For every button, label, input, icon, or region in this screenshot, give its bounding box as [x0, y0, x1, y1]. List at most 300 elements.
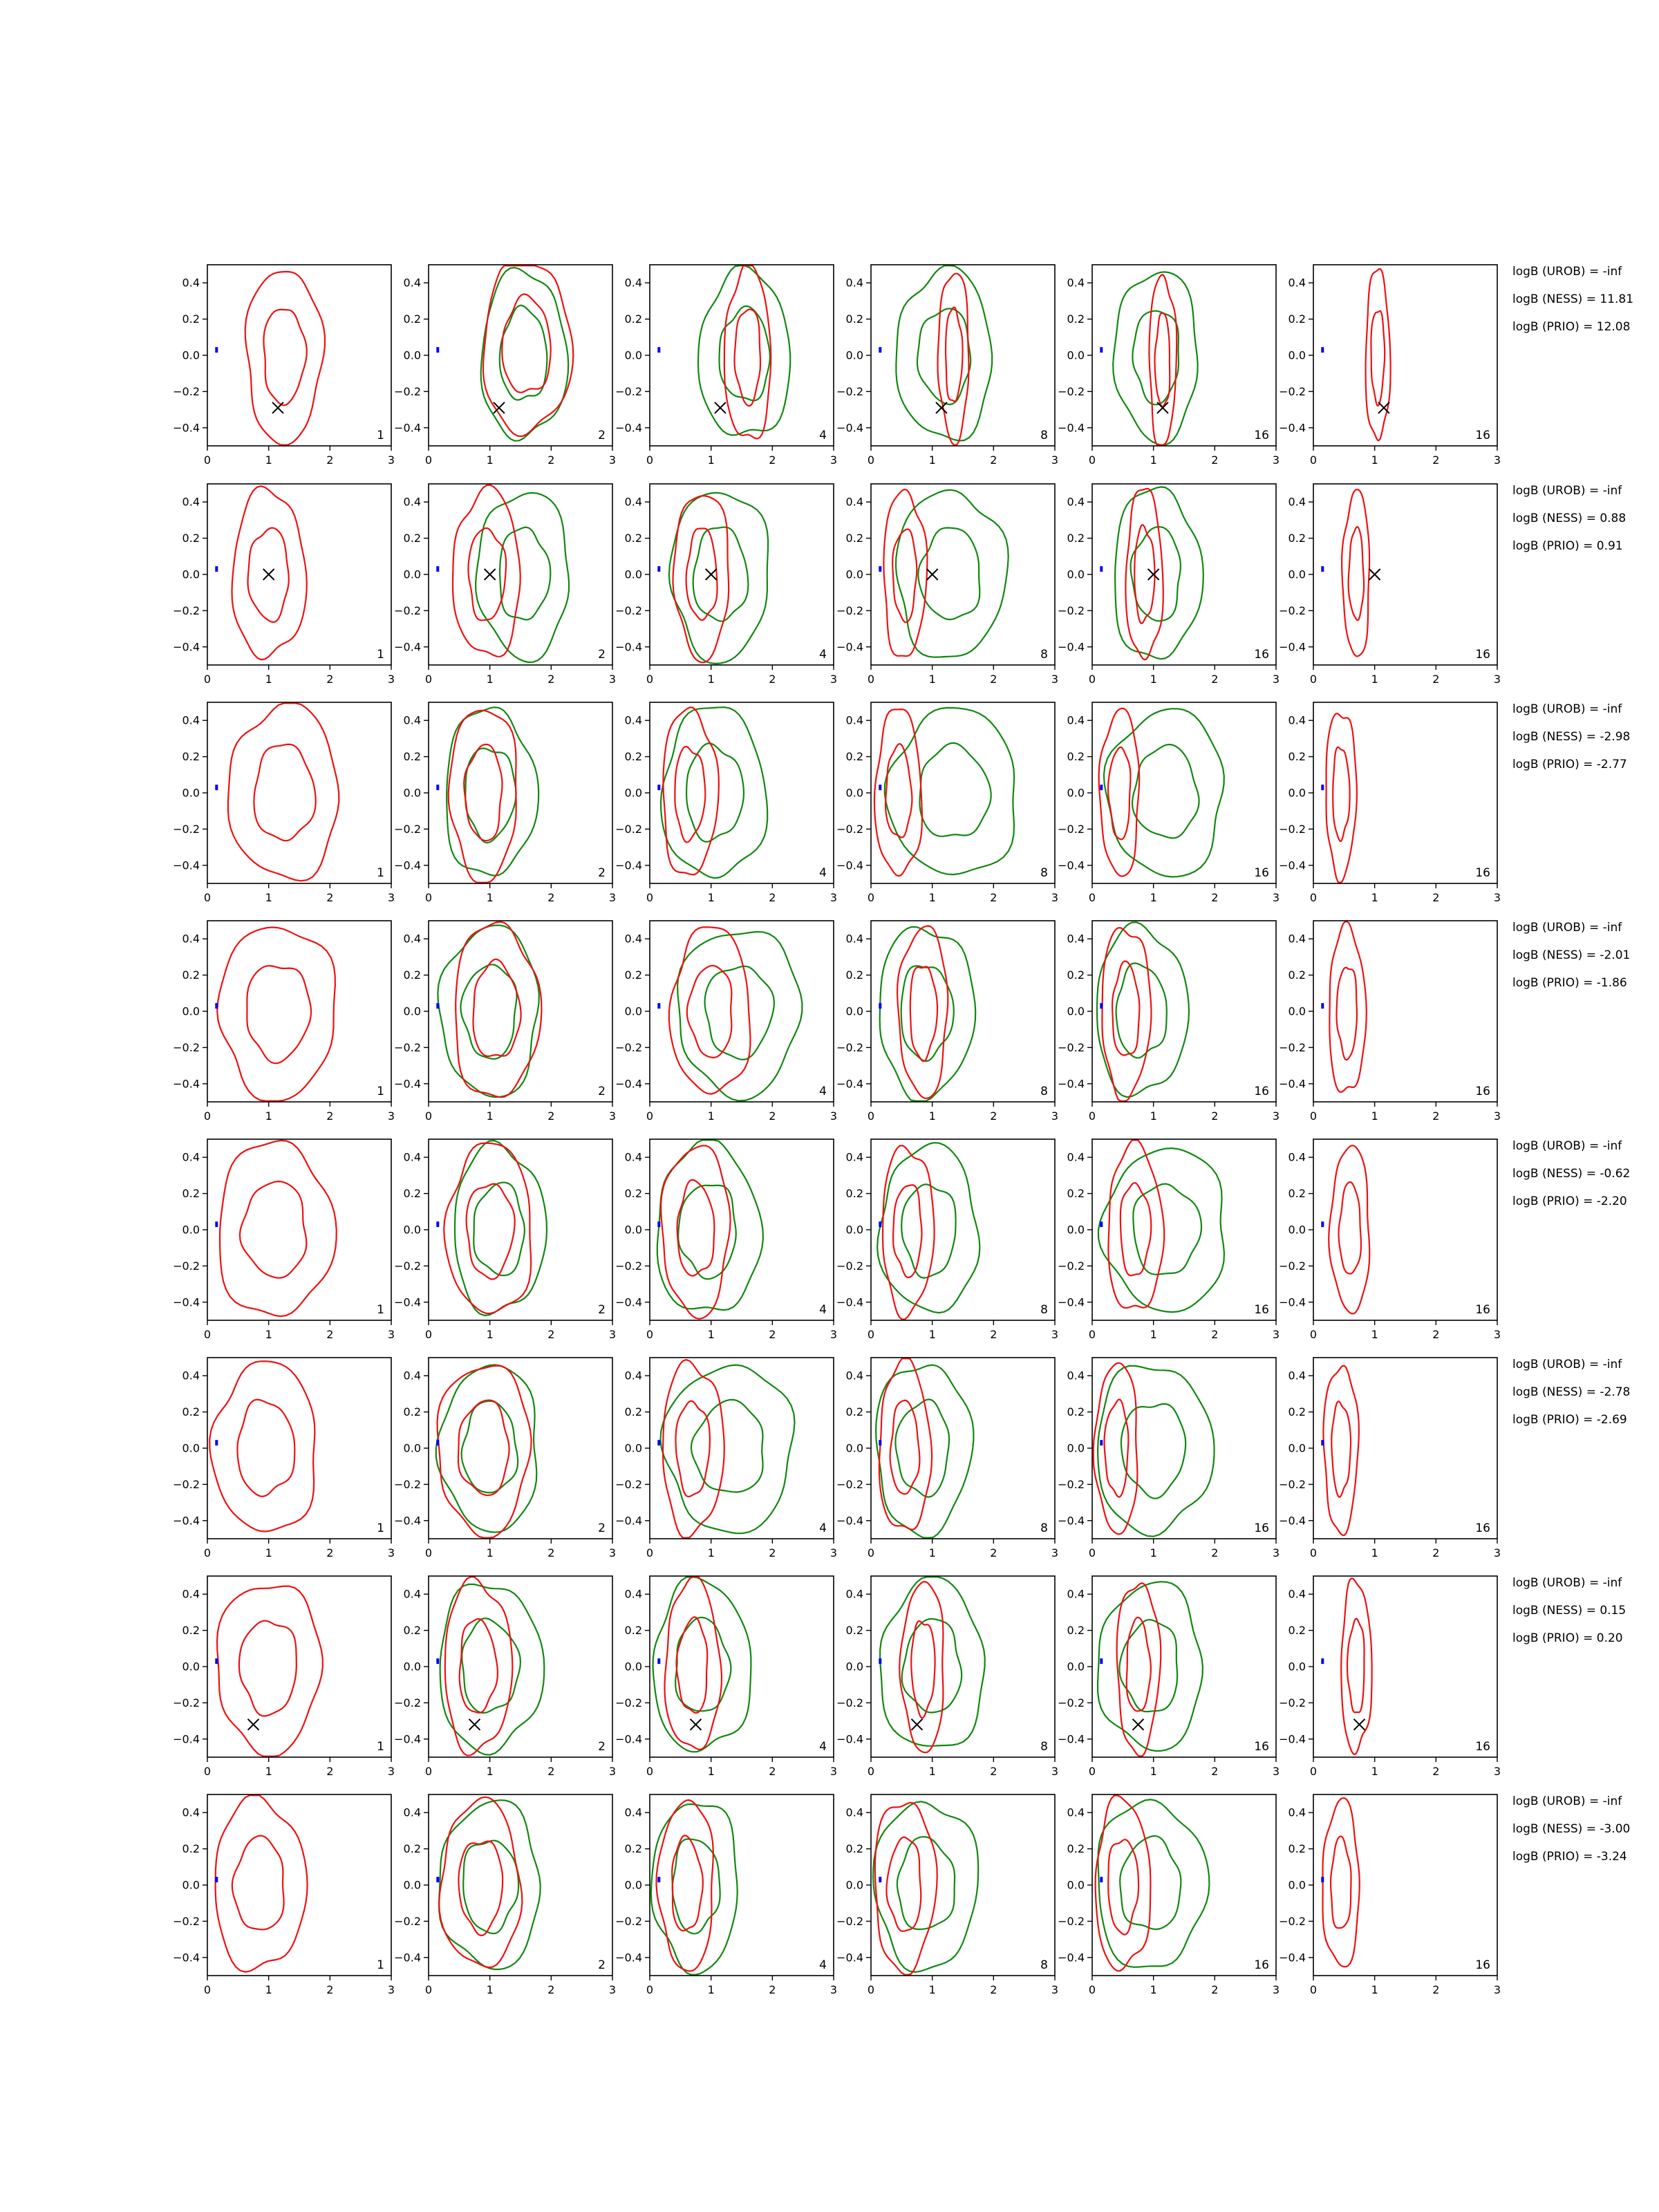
- y-tick-label: 0.2: [182, 1187, 200, 1201]
- y-tick-label: −0.2: [1279, 1696, 1306, 1709]
- y-tick-label: −0.4: [836, 1514, 863, 1528]
- y-tick-label: 0.2: [1288, 312, 1306, 326]
- y-tick-label: 0.0: [1067, 1660, 1085, 1674]
- x-tick-label: 0: [646, 673, 654, 686]
- y-tick-label: 0.2: [182, 968, 200, 982]
- red-contour-inner: [237, 1400, 294, 1497]
- x-tick-label: 0: [203, 1109, 212, 1123]
- green-contour-inner: [465, 749, 516, 843]
- x-tick-label: 0: [203, 673, 212, 686]
- x-tick-label: 0: [203, 453, 212, 467]
- y-tick-label: −0.2: [836, 384, 863, 398]
- contours: [883, 489, 1008, 657]
- true-point-x-marker: [469, 1719, 480, 1730]
- x-tick-label: 3: [1051, 1328, 1059, 1341]
- x-tick-label: 1: [1371, 891, 1378, 904]
- green-contour-inner: [1131, 527, 1181, 621]
- subplot-number-label: 16: [1254, 1521, 1269, 1535]
- axes-frame: [1092, 1139, 1276, 1320]
- logb-annotation: logB (UROB) = -inf: [1512, 1139, 1622, 1153]
- subplot-r3-c5: [1058, 702, 1280, 904]
- axes-frame: [871, 1576, 1055, 1757]
- subplot-number-label: 16: [1475, 1740, 1490, 1754]
- y-tick-label: 0.2: [403, 1187, 421, 1201]
- y-tick-label: −0.4: [836, 1077, 863, 1091]
- y-tick-label: −0.2: [173, 1696, 200, 1709]
- blue-point-marker: [657, 1440, 660, 1445]
- y-tick-label: 0.2: [1067, 1405, 1085, 1419]
- blue-point-marker: [1100, 785, 1103, 790]
- axes-frame: [207, 1576, 391, 1757]
- y-tick-label: 0.0: [1067, 1004, 1085, 1018]
- blue-point-marker: [215, 1877, 218, 1882]
- x-tick-label: 0: [1088, 1328, 1096, 1341]
- red-contour-outer: [1149, 274, 1177, 444]
- x-tick-label: 3: [830, 453, 838, 467]
- axes-frame: [1092, 1358, 1276, 1539]
- x-tick-label: 1: [1371, 1546, 1378, 1559]
- y-tick-label: −0.4: [394, 1514, 421, 1528]
- y-tick-label: −0.4: [173, 1295, 200, 1309]
- x-tick-label: 1: [1371, 673, 1378, 686]
- blue-point-marker: [1100, 1221, 1103, 1227]
- red-contour-inner: [1331, 1836, 1351, 1928]
- x-tick-label: 3: [387, 1765, 395, 1778]
- x-tick-label: 2: [769, 453, 776, 467]
- y-tick-label: 0.0: [845, 786, 863, 800]
- x-tick-label: 3: [608, 891, 617, 904]
- blue-point-marker: [436, 1877, 439, 1882]
- x-tick-label: 0: [203, 1546, 212, 1559]
- green-contour-outer: [653, 1577, 751, 1752]
- y-tick-label: 0.2: [182, 1624, 200, 1638]
- x-tick-label: 2: [547, 891, 555, 904]
- subplot-number-label: 2: [598, 1303, 606, 1317]
- blue-point-marker: [879, 1877, 881, 1882]
- green-contour-inner: [1116, 964, 1167, 1058]
- y-tick-label: 0.2: [1288, 1842, 1306, 1856]
- green-contour-outer: [896, 490, 1009, 657]
- red-contour-outer: [1366, 269, 1391, 440]
- y-tick-label: 0.0: [403, 1878, 421, 1892]
- y-tick-label: 0.4: [1288, 495, 1306, 509]
- x-tick-label: 2: [326, 1546, 334, 1559]
- red-contour-inner: [1333, 747, 1349, 841]
- subplot-number-label: 16: [1475, 1958, 1490, 1972]
- subplot-number-label: 1: [377, 1521, 384, 1535]
- x-tick-label: 0: [1309, 1546, 1318, 1559]
- green-contour-inner: [462, 1618, 521, 1713]
- blue-point-marker: [436, 1221, 439, 1227]
- subplot-number-label: 1: [377, 866, 384, 880]
- subplot-r1-c3: [615, 265, 837, 467]
- subplot-r2-c3: [615, 484, 837, 686]
- y-tick-label: −0.2: [615, 1259, 642, 1273]
- logb-annotation: logB (UROB) = -inf: [1512, 702, 1622, 716]
- x-tick-label: 1: [486, 453, 494, 467]
- y-tick-label: 0.0: [1067, 786, 1085, 800]
- y-tick-label: 0.4: [1067, 276, 1085, 290]
- subplot-number-label: 8: [1040, 866, 1048, 880]
- y-tick-label: 0.2: [403, 532, 421, 545]
- axes-frame: [1313, 265, 1497, 446]
- contours: [217, 1586, 323, 1756]
- true-point-x-marker: [1133, 1719, 1144, 1730]
- subplot-r7-c6: [1279, 1576, 1501, 1778]
- subplot-r3-c1: [173, 702, 395, 904]
- y-tick-label: 0.2: [403, 1624, 421, 1638]
- subplot-number-label: 16: [1254, 429, 1269, 442]
- y-tick-label: 0.4: [624, 495, 642, 509]
- axes-frame: [1313, 921, 1497, 1102]
- y-tick-label: −0.4: [1058, 1295, 1085, 1309]
- contours: [651, 1800, 738, 1975]
- x-tick-label: 1: [928, 891, 936, 904]
- contours: [657, 1140, 763, 1319]
- blue-point-marker: [436, 1440, 439, 1445]
- subplot-number-label: 16: [1475, 866, 1490, 880]
- green-contour-outer: [1115, 487, 1203, 659]
- green-contour-inner: [691, 1400, 763, 1492]
- y-tick-label: −0.2: [615, 1696, 642, 1709]
- green-contour-inner: [500, 306, 547, 400]
- y-tick-label: 0.2: [624, 1624, 642, 1638]
- subplot-r6-c4: [836, 1358, 1058, 1559]
- x-tick-label: 2: [1211, 1328, 1219, 1341]
- x-tick-label: 2: [990, 1328, 997, 1341]
- red-contour-outer: [724, 265, 771, 438]
- y-tick-label: 0.2: [403, 750, 421, 764]
- blue-point-marker: [879, 1658, 881, 1664]
- y-tick-label: −0.4: [173, 1951, 200, 1965]
- axes-frame: [1313, 1139, 1497, 1320]
- red-contour-inner: [464, 744, 502, 841]
- red-contour-inner: [735, 310, 761, 406]
- blue-point-marker: [436, 1658, 439, 1664]
- x-tick-label: 3: [1493, 673, 1501, 686]
- x-tick-label: 3: [1051, 1983, 1059, 1996]
- logb-annotation: logB (NESS) = -2.78: [1512, 1385, 1631, 1399]
- y-tick-label: 0.0: [845, 1441, 863, 1455]
- subplot-r7-c3: [615, 1576, 837, 1778]
- y-tick-label: 0.0: [1067, 348, 1085, 362]
- x-tick-label: 1: [928, 1546, 936, 1559]
- subplot-r1-c6: [1279, 265, 1501, 467]
- subplot-r8-c2: [394, 1794, 616, 1996]
- subplot-number-label: 1: [377, 1085, 384, 1098]
- logb-annotation: logB (NESS) = -2.98: [1512, 730, 1631, 744]
- x-tick-label: 3: [1493, 891, 1501, 904]
- y-tick-label: −0.2: [394, 1040, 421, 1054]
- blue-point-marker: [436, 566, 439, 572]
- y-tick-label: 0.0: [845, 1878, 863, 1892]
- x-tick-label: 1: [707, 1328, 715, 1341]
- y-tick-label: 0.2: [1067, 1842, 1085, 1856]
- y-tick-label: 0.0: [845, 1660, 863, 1674]
- red-contour-outer: [1329, 1145, 1369, 1313]
- logb-annotation: logB (NESS) = 11.81: [1512, 292, 1634, 306]
- y-tick-label: 0.4: [624, 1587, 642, 1601]
- y-tick-label: 0.4: [1288, 1150, 1306, 1164]
- blue-point-marker: [657, 566, 660, 572]
- contours: [661, 707, 767, 878]
- blue-point-marker: [1321, 347, 1324, 353]
- y-tick-label: −0.2: [1279, 1040, 1306, 1054]
- y-tick-label: 0.0: [403, 568, 421, 581]
- contours: [1329, 1145, 1369, 1313]
- blue-point-marker: [879, 566, 881, 572]
- y-tick-label: 0.4: [1288, 1369, 1306, 1382]
- y-tick-label: 0.0: [182, 1223, 200, 1237]
- y-tick-label: −0.2: [836, 1696, 863, 1709]
- axes-frame: [207, 484, 391, 665]
- x-tick-label: 2: [1211, 453, 1219, 467]
- y-tick-label: 0.4: [403, 276, 421, 290]
- red-contour-outer: [1096, 1795, 1151, 1971]
- y-tick-label: 0.4: [845, 1587, 863, 1601]
- axes-frame: [1313, 702, 1497, 883]
- x-tick-label: 2: [547, 1546, 555, 1559]
- subplot-r7-c4: [836, 1576, 1058, 1778]
- green-contour-outer: [436, 1365, 537, 1533]
- green-contour-outer: [651, 1804, 738, 1975]
- green-contour-inner: [897, 1837, 955, 1929]
- y-tick-label: 0.2: [624, 1405, 642, 1419]
- y-tick-label: 0.2: [1067, 312, 1085, 326]
- x-tick-label: 2: [547, 1983, 555, 1996]
- y-tick-label: 0.2: [1288, 532, 1306, 545]
- red-contour-outer: [1094, 1363, 1138, 1535]
- y-tick-label: 0.0: [624, 1660, 642, 1674]
- contours: [1098, 1140, 1224, 1312]
- x-tick-label: 1: [1371, 1765, 1378, 1778]
- x-tick-label: 1: [265, 673, 272, 686]
- x-tick-label: 3: [1051, 1546, 1059, 1559]
- logb-annotation: logB (PRIO) = -1.86: [1512, 976, 1627, 990]
- subplot-r3-c6: [1279, 702, 1501, 904]
- x-tick-label: 3: [387, 673, 395, 686]
- y-tick-label: 0.4: [624, 1806, 642, 1819]
- x-tick-label: 0: [424, 891, 433, 904]
- subplot-r1-c5: [1058, 265, 1280, 467]
- x-tick-label: 1: [1371, 1328, 1378, 1341]
- y-tick-label: 0.2: [403, 1405, 421, 1419]
- y-tick-label: 0.0: [1288, 1223, 1306, 1237]
- x-tick-label: 1: [928, 1983, 936, 1996]
- contours: [880, 926, 976, 1100]
- green-contour-outer: [661, 707, 767, 878]
- x-tick-label: 0: [1088, 1765, 1096, 1778]
- red-contour-outer: [1323, 1798, 1360, 1967]
- red-contour-inner: [254, 744, 315, 841]
- y-tick-label: 0.0: [1288, 568, 1306, 581]
- y-tick-label: 0.0: [624, 1878, 642, 1892]
- subplot-r4-c5: [1058, 921, 1280, 1123]
- x-tick-label: 0: [1309, 1983, 1318, 1996]
- contours: [1323, 1798, 1360, 1967]
- contours: [1096, 1795, 1210, 1971]
- red-contour-inner: [1371, 311, 1385, 406]
- y-tick-label: −0.4: [836, 640, 863, 654]
- y-tick-label: −0.4: [1279, 1077, 1306, 1091]
- x-tick-label: 0: [867, 673, 875, 686]
- contours: [1329, 921, 1366, 1092]
- blue-point-marker: [436, 785, 439, 790]
- y-tick-label: −0.2: [1279, 1477, 1306, 1491]
- blue-point-marker: [215, 566, 218, 572]
- blue-point-marker: [657, 1003, 660, 1009]
- axes-frame: [207, 265, 391, 446]
- x-tick-label: 3: [830, 1765, 838, 1778]
- x-tick-label: 3: [1051, 673, 1059, 686]
- axes-frame: [207, 1139, 391, 1320]
- x-tick-label: 0: [424, 1328, 433, 1341]
- axes-frame: [650, 1794, 834, 1976]
- x-tick-label: 3: [830, 1546, 838, 1559]
- axes-frame: [650, 484, 834, 665]
- x-tick-label: 0: [867, 453, 875, 467]
- red-contour-outer: [456, 922, 541, 1098]
- subplot-number-label: 2: [598, 1521, 606, 1535]
- blue-point-marker: [215, 785, 218, 790]
- logb-annotation: logB (UROB) = -inf: [1512, 1794, 1622, 1808]
- blue-point-marker: [1100, 1877, 1103, 1882]
- y-tick-label: −0.2: [836, 603, 863, 617]
- contours: [880, 1577, 985, 1752]
- y-tick-label: −0.4: [615, 1951, 642, 1965]
- x-tick-label: 3: [1493, 453, 1501, 467]
- y-tick-label: 0.2: [624, 532, 642, 545]
- x-tick-label: 0: [646, 1546, 654, 1559]
- y-tick-label: −0.2: [1279, 1259, 1306, 1273]
- y-tick-label: −0.2: [615, 1914, 642, 1928]
- contours: [245, 272, 325, 445]
- blue-point-marker: [1321, 1877, 1324, 1882]
- green-contour-outer: [1098, 1366, 1215, 1537]
- x-tick-label: 3: [830, 673, 838, 686]
- subplot-r6-c5: [1058, 1358, 1280, 1559]
- subplot-number-label: 8: [1040, 1085, 1048, 1098]
- y-tick-label: −0.4: [394, 640, 421, 654]
- axes-frame: [207, 1358, 391, 1539]
- subplot-r3-c2: [394, 702, 616, 904]
- contours: [876, 1358, 973, 1537]
- red-contour-inner: [1331, 1401, 1351, 1497]
- y-tick-label: 0.4: [1067, 1150, 1085, 1164]
- x-tick-label: 0: [1088, 1109, 1096, 1123]
- logb-annotation: logB (UROB) = -inf: [1512, 484, 1622, 498]
- x-tick-label: 3: [1272, 891, 1280, 904]
- green-contour-inner: [693, 527, 749, 621]
- y-tick-label: 0.0: [403, 786, 421, 800]
- green-contour-outer: [698, 265, 790, 435]
- x-tick-label: 3: [387, 453, 395, 467]
- blue-point-marker: [657, 785, 660, 790]
- y-tick-label: 0.4: [845, 932, 863, 946]
- red-contour-outer: [897, 926, 948, 1098]
- contours: [669, 493, 768, 664]
- y-tick-label: −0.4: [615, 640, 642, 654]
- blue-point-marker: [1100, 566, 1103, 572]
- contours: [453, 485, 569, 662]
- x-tick-label: 2: [990, 1546, 997, 1559]
- x-tick-label: 1: [1150, 1983, 1157, 1996]
- x-tick-label: 2: [769, 673, 776, 686]
- axes-frame: [871, 1358, 1055, 1539]
- logb-annotation: logB (PRIO) = -3.24: [1512, 1850, 1627, 1864]
- y-tick-label: −0.4: [394, 1295, 421, 1309]
- y-tick-label: 0.2: [403, 968, 421, 982]
- x-tick-label: 3: [387, 1109, 395, 1123]
- x-tick-label: 2: [769, 891, 776, 904]
- x-tick-label: 2: [769, 1983, 776, 1996]
- y-tick-label: −0.2: [615, 1477, 642, 1491]
- green-contour-inner: [1121, 1404, 1185, 1499]
- contours: [216, 1795, 308, 1971]
- contours: [877, 1143, 980, 1320]
- y-tick-label: −0.2: [394, 603, 421, 617]
- blue-point-marker: [1321, 1221, 1324, 1227]
- x-tick-label: 1: [265, 1109, 272, 1123]
- x-tick-label: 1: [1150, 673, 1157, 686]
- y-tick-label: −0.4: [1058, 1951, 1085, 1965]
- y-tick-label: 0.0: [845, 568, 863, 581]
- x-tick-label: 3: [1493, 1109, 1501, 1123]
- y-tick-label: −0.4: [1058, 1514, 1085, 1528]
- blue-point-marker: [1100, 1440, 1103, 1445]
- x-tick-label: 1: [265, 453, 272, 467]
- x-tick-label: 3: [1272, 1328, 1280, 1341]
- y-tick-label: 0.0: [845, 348, 863, 362]
- y-tick-label: 0.2: [182, 312, 200, 326]
- y-tick-label: 0.0: [182, 348, 200, 362]
- red-contour-inner: [677, 1617, 708, 1713]
- x-tick-label: 0: [1088, 891, 1096, 904]
- blue-point-marker: [1100, 1003, 1103, 1009]
- axes-frame: [429, 1139, 612, 1320]
- red-contour-outer: [209, 1361, 315, 1531]
- green-contour-outer: [447, 707, 538, 876]
- y-tick-label: 0.4: [845, 495, 863, 509]
- y-tick-label: 0.4: [624, 276, 642, 290]
- x-tick-label: 1: [486, 1109, 494, 1123]
- contours: [481, 265, 574, 441]
- red-contour-inner: [946, 308, 963, 402]
- red-contour-inner: [247, 966, 311, 1063]
- y-tick-label: 0.4: [403, 1806, 421, 1819]
- red-contour-outer: [1108, 1140, 1164, 1308]
- blue-point-marker: [879, 1221, 881, 1227]
- y-tick-label: 0.0: [1288, 786, 1306, 800]
- true-point-x-marker: [1148, 569, 1159, 580]
- y-tick-label: −0.2: [394, 1477, 421, 1491]
- x-tick-label: 2: [1432, 1546, 1440, 1559]
- x-tick-label: 0: [1309, 1109, 1318, 1123]
- x-tick-label: 1: [1150, 1546, 1157, 1559]
- y-tick-label: −0.4: [394, 1077, 421, 1091]
- y-tick-label: −0.2: [615, 603, 642, 617]
- y-tick-label: 0.4: [403, 1369, 421, 1382]
- x-tick-label: 1: [486, 1983, 494, 1996]
- subplot-r2-c1: [173, 484, 395, 686]
- y-tick-label: 0.2: [845, 312, 863, 326]
- x-tick-label: 0: [646, 1328, 654, 1341]
- x-tick-label: 2: [326, 673, 334, 686]
- x-tick-label: 2: [326, 1109, 334, 1123]
- blue-point-marker: [657, 347, 660, 353]
- red-contour-inner: [677, 1180, 715, 1276]
- subplot-number-label: 1: [377, 648, 384, 662]
